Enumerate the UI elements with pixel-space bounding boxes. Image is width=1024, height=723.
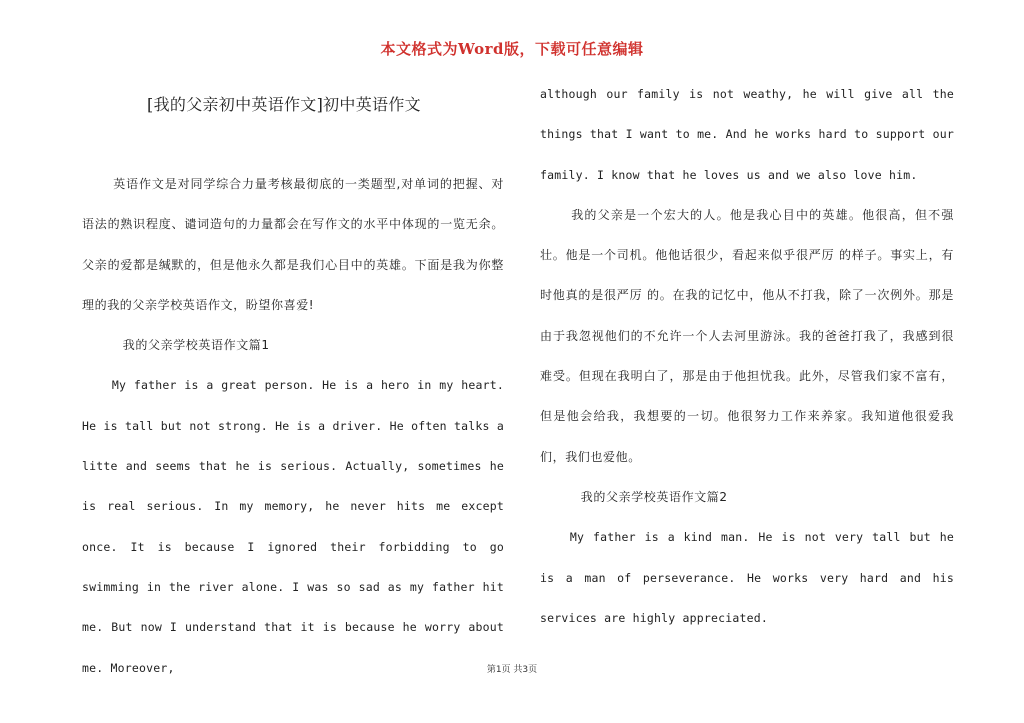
essay-1-chinese-paragraph: 我的父亲是一个宏大的人。他是我心目中的英雄。他很高，但不强壮。他是一个司机。他他话很少，看起来似乎很严厉 的样子。事实上，有时他真的是很严厉 的。在我的记忆中，他从不打我，除了一次例外。那是由于我忽视他们的不允许一个人去河里游泳。我的爸爸打我了，我感到很难受。但现在我明白了，那是由于他担忧我。此外，尽管我们家不富有，但是他会给我，我想要的一切。他很努力工作来养家。我知道他很爱我们，我们也爱他。 (540, 207, 954, 464)
download-banner: 本文格式为Word版，下载可任意编辑 (380, 40, 644, 58)
essay-1-heading: 我的父亲学校英语作文篇1 (122, 338, 270, 353)
left-column (82, 83, 504, 688)
intro-paragraph: 英语作文是对同学综合力量考核最彻底的一类题型,对单词的把握、对语法的熟识程度、谴词造句的力量都会在写作文的水平中体现的一览无余。父亲的爱都是缄默的，但是他永久都是我们心目中的英雄。下面是我为你整理的我的父亲学校英语作文，盼望你喜爱! (82, 177, 504, 312)
essay-1-english-paragraph: My father is a great person. He is a hero in my heart. He is tall but not strong. He is a driver. He often talks a litte and seems that he is serious. Actually, sometimes he is real serious. In my memory, he never hits me except once. It is because I ignored their forbidding to go swimming in the river alone. I was so sad as my father hit me. But now I understand that it is because he worry about me. Moreover, (82, 378, 504, 675)
essay-2-heading: 我的父亲学校英语作文篇2 (580, 489, 728, 504)
essay-1-english-continued: although our family is not weathy, he will give all the things that I want to me. And he works hard to support our family. I know that he loves us and we also love him. (540, 87, 954, 182)
page-title: [我的父亲初中英语作文]初中英语作文 (147, 95, 421, 114)
right-column (540, 74, 954, 638)
essay-2-english-paragraph: My father is a kind man. He is not very tall but he is a man of perseverance. He works very hard and his services are highly appreciated. (540, 530, 954, 625)
page-number: 第1页 共3页 (486, 665, 538, 675)
